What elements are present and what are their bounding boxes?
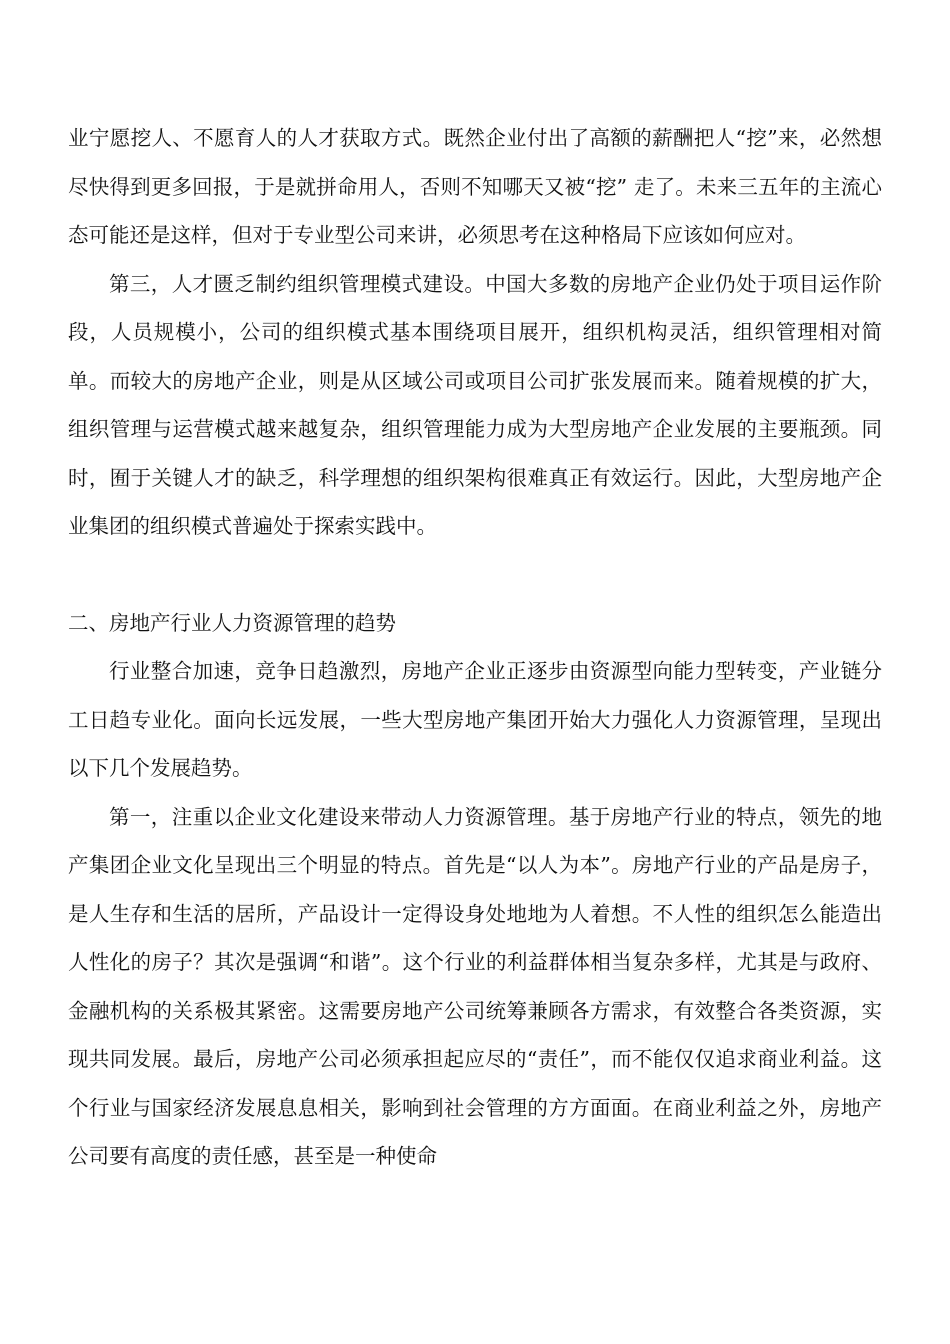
paragraph-first-trend: 第一，注重以企业文化建设来带动人力资源管理。基于房地产行业的特点，领先的地产集团企业文化呈现出三个明显的特点。首先是“以人为本”。房地产行业的产品是房子，是人生存和生活的居所，产品设计一定得设身处地地为人着想。不人性的组织怎么能造出人性化的房子？其次是强调“和谐”。这个行业的利益群体相当复杂多样，尤其是与政府、金融机构的关系极其紧密。这需要房地产公司统筹兼顾各方需求，有效整合各类资源，实现共同发展。最后，房地产公司必须承担起应尽的“责任”，而不能仅仅追求商业利益。这个行业与国家经济发展息息相关，影响到社会管理的方方面面。在商业利益之外，房地产公司要有高度的责任感，甚至是一种使命: [68, 804, 882, 1168]
paragraph-section-intro: 行业整合加速，竞争日趋激烈，房地产企业正逐步由资源型向能力型转变，产业链分工日趋专业化。面向长远发展，一些大型房地产集团开始大力强化人力资源管理，呈现出以下几个发展趋势。: [68, 659, 882, 780]
document-page: [68, 114, 882, 1181]
section-heading: 二、房地产行业人力资源管理的趋势: [68, 610, 396, 635]
section-spacer: [68, 551, 882, 599]
paragraph-continuation: 业宁愿挖人、不愿育人的人才获取方式。既然企业付出了高额的薪酬把人“挖”来，必然想尽快得到更多回报，于是就拼命用人，否则不知哪天又被“挖” 走了。未来三五年的主流心态可能还是这样，但对于专业型公司来讲，必须思考在这种格局下应该如何应对。: [68, 126, 882, 247]
paragraph-third-point: 第三，人才匮乏制约组织管理模式建设。中国大多数的房地产企业仍处于项目运作阶段，人员规模小，公司的组织模式基本围绕项目展开，组织机构灵活，组织管理相对简单。而较大的房地产企业，则是从区域公司或项目公司扩张发展而来。随着规模的扩大，组织管理与运营模式越来越复杂，组织管理能力成为大型房地产企业发展的主要瓶颈。同时，囿于关键人才的缺乏，科学理想的组织架构很难真正有效运行。因此，大型房地产企业集团的组织模式普遍处于探索实践中。: [68, 271, 882, 538]
